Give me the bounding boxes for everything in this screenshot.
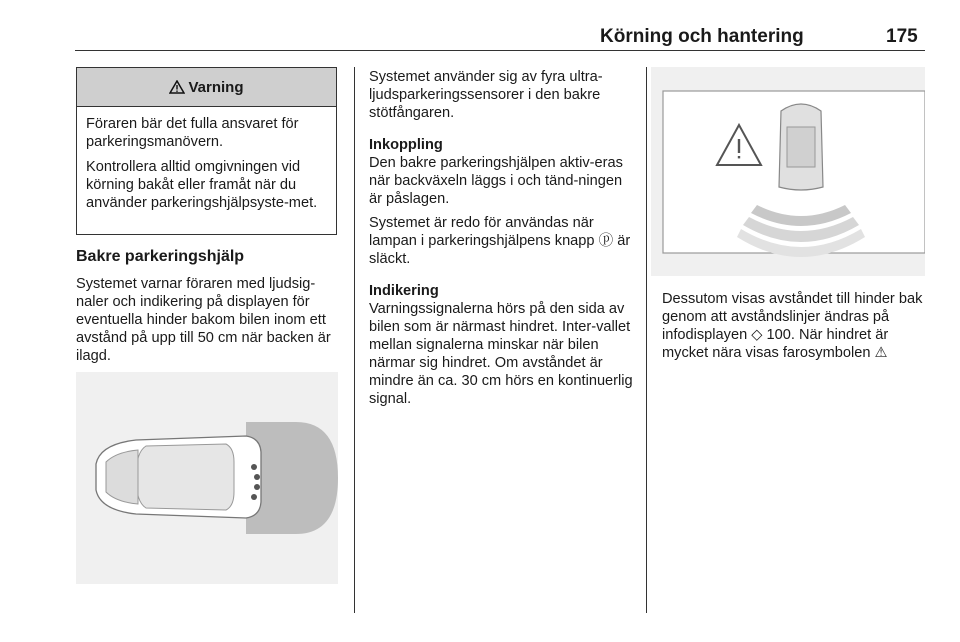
activation-block [369, 136, 639, 268]
car-sensor-illustration [76, 372, 338, 584]
warning-title: Varning [188, 78, 244, 96]
col2-intro-block [369, 68, 639, 122]
column-divider-left [354, 67, 355, 613]
warning-box [76, 67, 337, 235]
info-display-graphic [651, 67, 925, 276]
activation-paragraph: Den bakre parkeringshjälpen aktiv-eras när backväxeln läggs i och tänd-ningen är påslagen. [369, 155, 623, 207]
activation-heading: Inkoppling [369, 137, 443, 153]
warning-paragraph: Föraren bär det fulla ansvaret för parkeringsmanövern. [86, 116, 299, 150]
warning-triangle-icon [169, 80, 185, 94]
display-illustration [651, 67, 925, 276]
page-header-title: Körning och hantering [600, 26, 804, 47]
section-title: Bakre parkeringshjälp [76, 248, 245, 265]
header-rule [75, 50, 925, 51]
indication-heading: Indikering [369, 283, 439, 299]
warning-paragraph: Kontrollera alltid omgivningen vid körning bakåt eller framåt när du använder parkeringshjälpsyste-met. [86, 159, 318, 211]
indication-paragraph: Varningssignalerna hörs på den sida av bilen som är närmast hindret. Inter-vallet mellan signalerna minskar när bilen närmar sig hindret. Om avståndet är mindre än ca. 30 cm hörs en kontinuerlig signal. [369, 301, 633, 407]
section-intro: Systemet varnar föraren med ljudsig-naler och indikering på displayen för eventuella hinder bakom bilen inom ett avstånd på upp till 50 cm när backen är ilagd. [76, 276, 331, 364]
activation-paragraph-2: Systemet är redo för användas när lampan i parkeringshjälpens knapp ⓟ är släckt. [369, 215, 631, 267]
col2-intro: Systemet använder sig av fyra ultra-ljudsparkeringssensorer i den bakre stötfångaren. [369, 69, 603, 121]
column-divider-right [646, 67, 647, 613]
col3-paragraph: Dessutom visas avståndet till hinder bak genom att avståndslinjer ändras på infodisplayen ◇ 100. När hindret är mycket nära visas farosymbolen ⚠ [662, 291, 923, 361]
page-number: 175 [886, 26, 918, 47]
warning-header [77, 68, 336, 107]
car-top-view-graphic [76, 372, 338, 584]
indication-block [369, 282, 639, 408]
warning-body [77, 107, 336, 227]
column-2 [369, 68, 639, 422]
